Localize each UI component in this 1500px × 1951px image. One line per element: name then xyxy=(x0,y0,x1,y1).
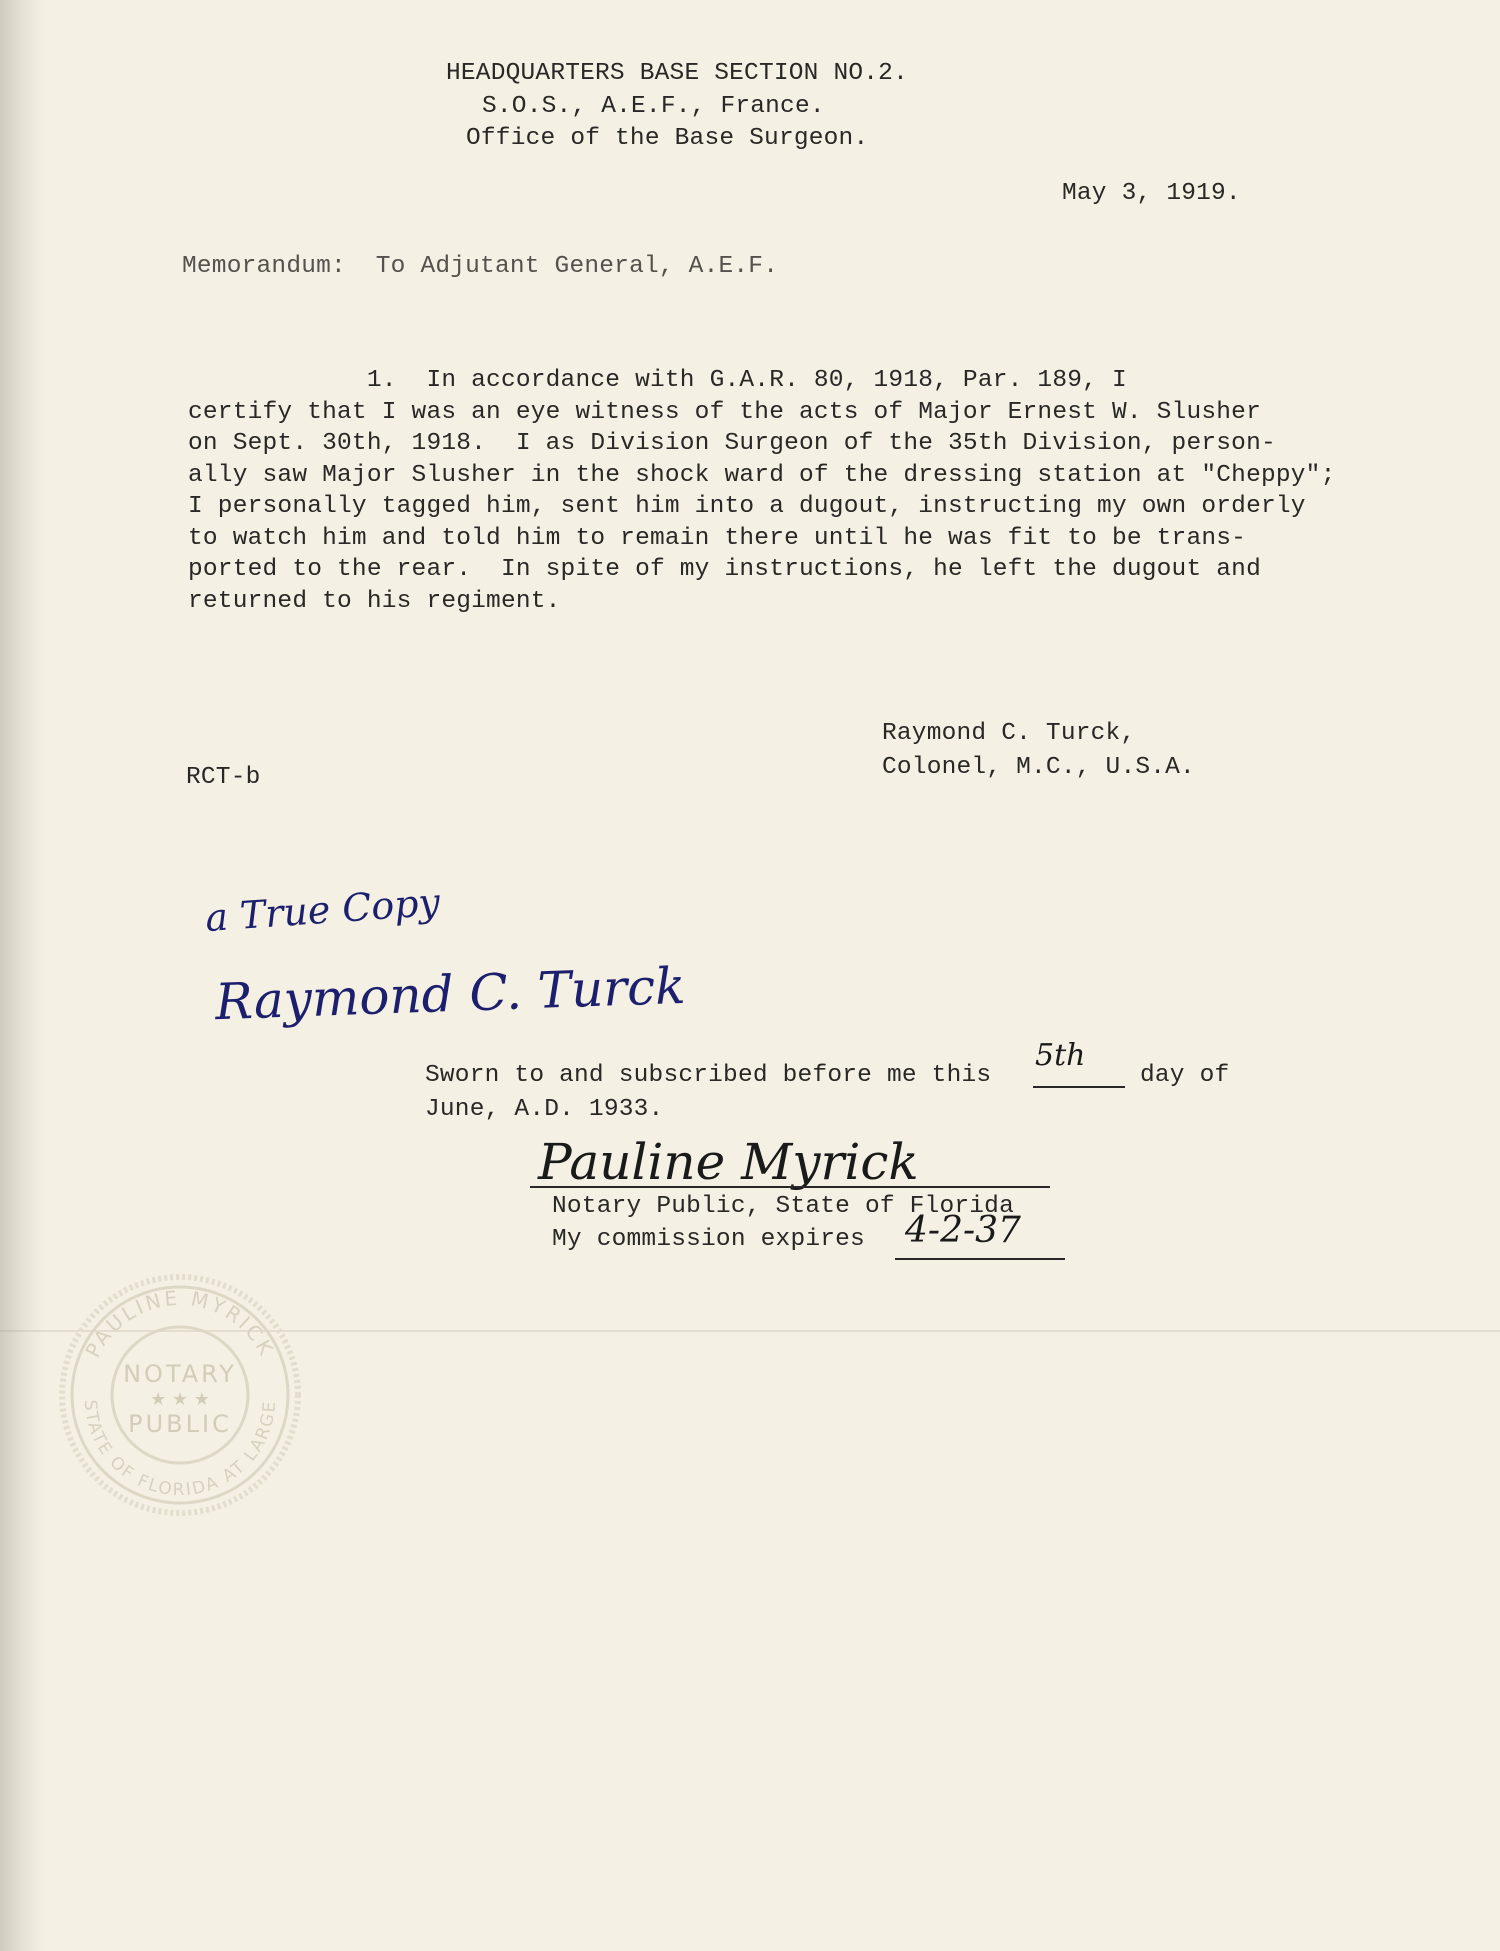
notary-title: Notary Public, State of Florida xyxy=(552,1193,1014,1220)
sworn-date-line: June, A.D. 1933. xyxy=(425,1096,664,1123)
body-line: ally saw Major Slusher in the shock ward of the dressing station at "Cheppy"; xyxy=(188,461,1336,489)
seal-bottom-text: STATE OF FLORIDA AT LARGE xyxy=(79,1399,281,1501)
notary-signature-line xyxy=(530,1186,1050,1188)
body-line: ported to the rear. In spite of my instructions, he left the dugout and xyxy=(188,556,1261,583)
day-underline xyxy=(1033,1086,1125,1088)
handwritten-signature-turck: Raymond C. Turck xyxy=(214,956,687,1032)
body-line: returned to his regiment. xyxy=(188,587,561,615)
handwritten-day: 5th xyxy=(1035,1038,1086,1073)
notary-signature: Pauline Myrick xyxy=(538,1133,919,1191)
signer-title: Colonel, M.C., U.S.A. xyxy=(882,754,1195,781)
notary-seal-emboss xyxy=(55,1270,305,1520)
header-line-2: S.O.S., A.E.F., France. xyxy=(482,93,825,120)
header-line-3: Office of the Base Surgeon. xyxy=(466,125,869,152)
body-line: to watch him and told him to remain there until he was fit to be trans- xyxy=(188,524,1247,552)
handwritten-true-copy: a True Copy xyxy=(203,879,442,941)
header-line-1: HEADQUARTERS BASE SECTION NO.2. xyxy=(446,60,908,87)
notary-commission: My commission expires xyxy=(552,1226,865,1253)
seal-center-top: NOTARY xyxy=(123,1360,237,1388)
body-line: on Sept. 30th, 1918. I as Division Surgeon of the 35th Division, person- xyxy=(188,430,1276,457)
body-line: certify that I was an eye witness of the acts of Major Ernest W. Slusher xyxy=(188,398,1261,426)
commission-expiry: 4-2-37 xyxy=(905,1210,1021,1251)
sworn-day-of: day of xyxy=(1140,1062,1230,1089)
signer-name: Raymond C. Turck, xyxy=(882,720,1136,747)
expiry-underline xyxy=(895,1258,1065,1260)
seal-center-bottom: PUBLIC xyxy=(128,1410,232,1438)
typist-initials: RCT-b xyxy=(186,764,261,791)
page-edge-shadow xyxy=(0,0,46,1951)
body-line: 1. In accordance with G.A.R. 80, 1918, Par. 189, I xyxy=(188,367,1127,394)
seal-top-text: PAULINE MYRICK xyxy=(80,1285,280,1362)
body-paragraph xyxy=(188,365,1335,617)
seal-star-icon: ★ ★ ★ xyxy=(150,1389,210,1410)
document-date: May 3, 1919. xyxy=(1062,180,1241,207)
body-line: I personally tagged him, sent him into a dugout, instructing my own orderly xyxy=(188,493,1306,520)
sworn-statement: Sworn to and subscribed before me this xyxy=(425,1062,992,1089)
memorandum-line: Memorandum: To Adjutant General, A.E.F. xyxy=(182,253,779,280)
